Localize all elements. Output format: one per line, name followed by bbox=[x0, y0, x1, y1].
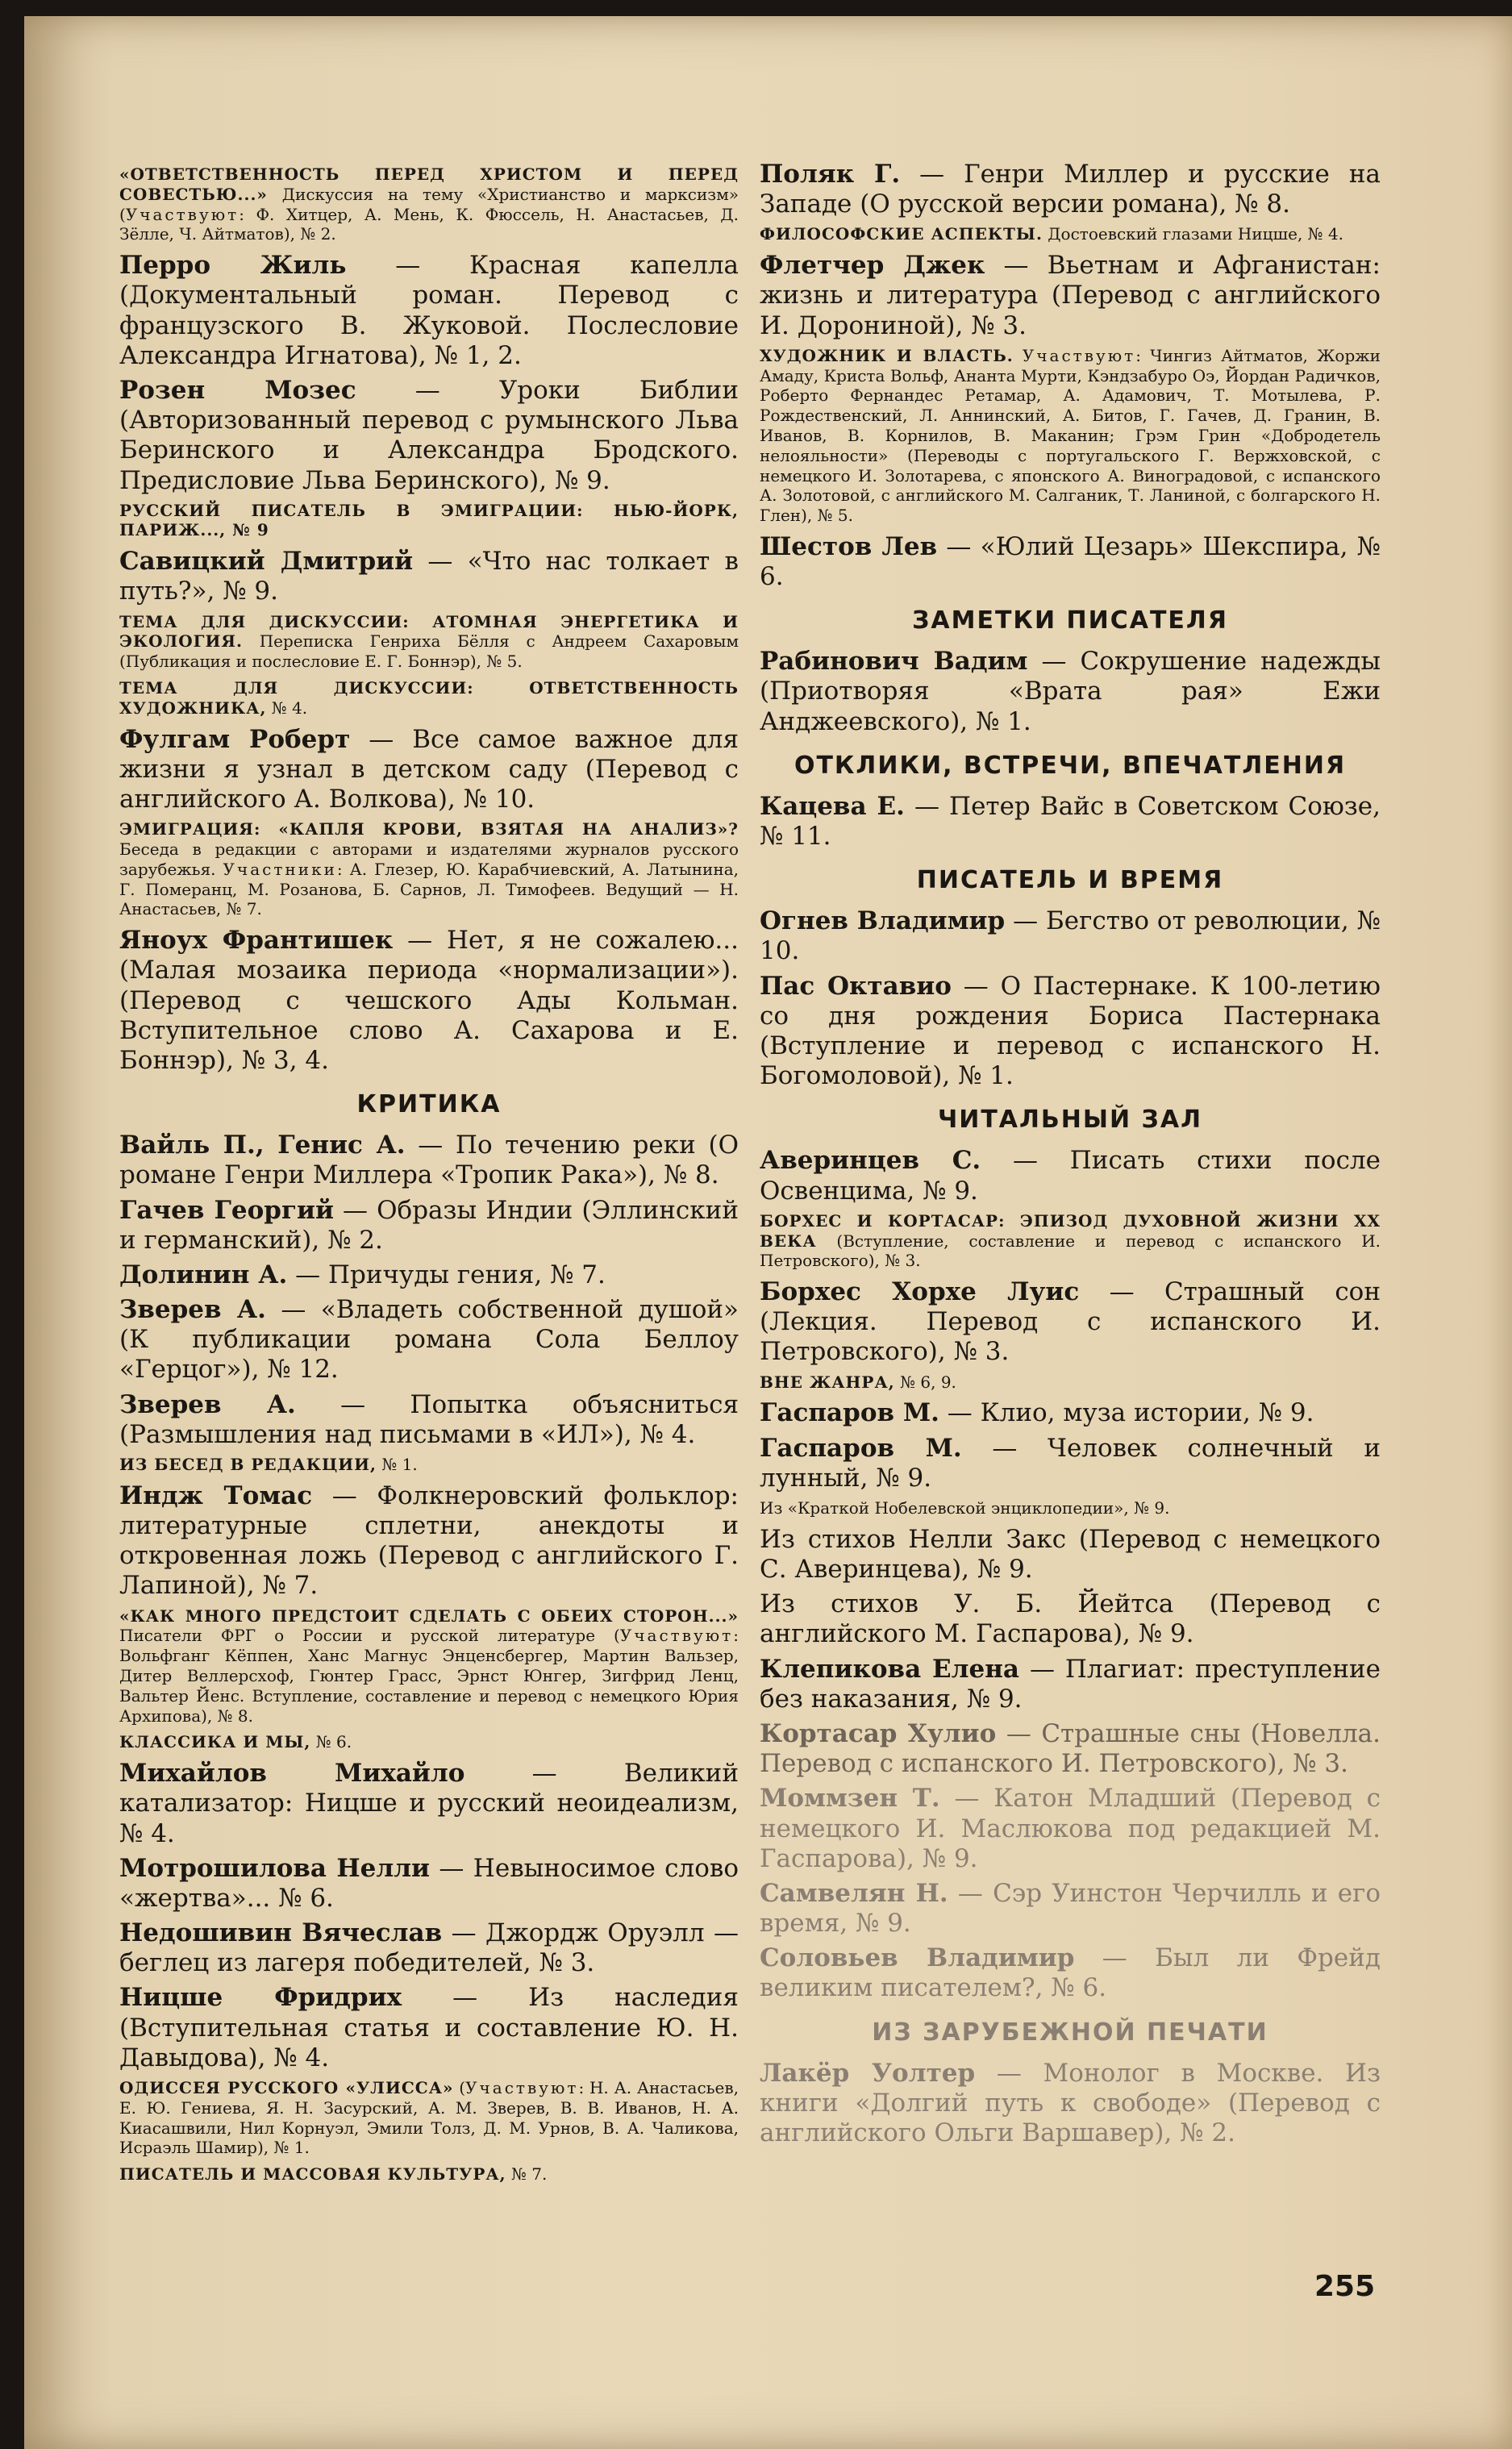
index-entry bbox=[760, 972, 1381, 1092]
entry-author: Гачев Георгий bbox=[119, 1195, 334, 1225]
entry-text: Беседа в редакции с авторами и издателями журналов русского зарубежья. bbox=[119, 839, 739, 879]
entry-text: — Попытка объясниться (Размышления над письмами в «ИЛ»), № 4. bbox=[119, 1389, 739, 1449]
index-entry bbox=[119, 1131, 739, 1190]
entry-text: — Джордж Оруэлл — беглец из лагеря победителей, № 3. bbox=[119, 1918, 739, 1978]
entry-author: Клепикова Елена bbox=[760, 1654, 1020, 1684]
index-entry bbox=[119, 1918, 739, 1978]
index-entry bbox=[119, 1983, 739, 2073]
index-entry bbox=[760, 1498, 1381, 1518]
entry-text: Из стихов Нелли Закс (Перевод с немецкого С. Аверинцева), № 9. bbox=[760, 1524, 1381, 1585]
entry-author: ТЕМА ДЛЯ ДИСКУССИИ: АТОМНАЯ ЭНЕРГЕТИКА И ЭКОЛОГИЯ. bbox=[119, 611, 739, 652]
entry-author: Лакёр Уолтер bbox=[760, 2058, 976, 2088]
entry-author: «КАК МНОГО ПРЕДСТОИТ СДЕЛАТЬ С ОБЕИХ СТОРОН...» bbox=[119, 1606, 739, 1626]
entry-author: Аверинцев С. bbox=[760, 1146, 981, 1176]
left-column bbox=[119, 160, 739, 2191]
entry-author: «ОТВЕТСТВЕННОСТЬ ПЕРЕД ХРИСТОМ И ПЕРЕД СОВЕСТЬЮ...» bbox=[119, 165, 739, 204]
entry-text: № 7. bbox=[506, 2164, 548, 2185]
entry-author: Индж Томас bbox=[119, 1481, 313, 1510]
index-entry bbox=[760, 1589, 1381, 1649]
index-entry bbox=[760, 1434, 1381, 1493]
entry-text: — Генри Миллер и русские на Западе (О русской версии романа), № 8. bbox=[760, 160, 1381, 219]
entry-author: Рабинович Вадим bbox=[760, 647, 1028, 677]
entry-author: Недошивин Вячеслав bbox=[119, 1918, 443, 1948]
entry-text: — Страшные сны (Новелла. Перевод с испанского И. Петровского), № 3. bbox=[760, 1718, 1381, 1779]
index-entry bbox=[119, 1732, 739, 1752]
entry-author: БОРХЕС И КОРТАСАР: ЭПИЗОД ДУХОВНОЙ ЖИЗНИ XX ВЕКА bbox=[760, 1210, 1381, 1251]
index-entry bbox=[760, 1784, 1381, 1874]
index-entry bbox=[760, 906, 1381, 966]
entry-author: Зверев А. bbox=[119, 1389, 296, 1419]
entry-text: — Петер Вайс в Советском Союзе, № 11. bbox=[760, 791, 1381, 852]
entry-text: — Страшный сон (Лекция. Перевод с испанского И. Петровского), № 3. bbox=[760, 1277, 1381, 1367]
entry-participants-label: Участвуют bbox=[125, 204, 240, 224]
index-entry bbox=[760, 346, 1381, 526]
entry-author: Гаспаров М. bbox=[760, 1398, 939, 1428]
entry-text: — Сэр Уинстон Черчилль и его время, № 9. bbox=[760, 1878, 1381, 1939]
entry-text: — Был ли Фрейд великим писателем?, № 6. bbox=[760, 1943, 1381, 2003]
entry-author: ФИЛОСОФСКИЕ АСПЕКТЫ. bbox=[760, 224, 1043, 244]
index-entry bbox=[119, 1455, 739, 1475]
entry-participants-label: Участники bbox=[223, 859, 337, 879]
index-entry bbox=[119, 1390, 739, 1450]
entry-text: — Плагиат: преступление без наказания, № 9. bbox=[760, 1654, 1381, 1714]
entry-text: — Сокрушение надежды (Приотворяя «Врата рая» Ежи Анджеевского), № 1. bbox=[760, 647, 1381, 736]
entry-text: — «Юлий Цезарь» Шекспира, № 6. bbox=[760, 531, 1381, 592]
entry-text-rest: : Вольфганг Кёппен, Ханс Магнус Энценсбергер, Мартин Вальзер, Дитер Веллерсхоф, Гюнтер Грасс, Эрнст Юнгер, Зигфрид Ленц, Вальтер Йенс. Вступление, составление и перевод с немецкого Юрия Архипова), № 8. bbox=[119, 1626, 739, 1726]
index-entry bbox=[760, 1372, 1381, 1393]
entry-text bbox=[1014, 346, 1023, 365]
index-entry bbox=[119, 1759, 739, 1849]
entry-author: ТЕМА ДЛЯ ДИСКУССИИ: ОТВЕТСТВЕННОСТЬ ХУДОЖНИКА, bbox=[119, 678, 739, 718]
index-entry bbox=[760, 224, 1381, 244]
entry-author: Яноух Франтишек bbox=[119, 926, 394, 956]
entry-text: № 6, 9. bbox=[894, 1372, 956, 1392]
entry-text: (Вступление, составление и перевод с испанского И. Петровского), № 3. bbox=[760, 1231, 1381, 1271]
section-heading: КРИТИКА bbox=[356, 1090, 502, 1119]
index-entry bbox=[760, 532, 1381, 592]
index-entry bbox=[119, 1260, 739, 1290]
index-entry bbox=[119, 547, 739, 606]
right-column bbox=[760, 160, 1381, 2153]
entry-author: ИЗ БЕСЕД В РЕДАКЦИИ, bbox=[119, 1455, 377, 1474]
entry-author: Самвелян Н. bbox=[760, 1878, 948, 1908]
entry-text: Писатели ФРГ о России и русской литературе ( bbox=[119, 1626, 620, 1646]
entry-author: Савицкий Дмитрий bbox=[119, 547, 414, 577]
section-heading: ОТКЛИКИ, ВСТРЕЧИ, ВПЕЧАТЛЕНИЯ bbox=[793, 751, 1347, 780]
index-entry bbox=[119, 251, 739, 371]
entry-text: № 6. bbox=[310, 1732, 352, 1752]
index-entry bbox=[760, 1211, 1381, 1271]
index-entry bbox=[760, 1525, 1381, 1585]
index-entry bbox=[119, 376, 739, 496]
entry-author: Перро Жиль bbox=[119, 251, 347, 281]
entry-text: — Из наследия (Вступительная статья и составление Ю. Н. Давыдова), № 4. bbox=[119, 1983, 739, 2072]
index-entry bbox=[760, 1655, 1381, 1714]
entry-author: Борхес Хорхе Луис bbox=[760, 1277, 1080, 1307]
entry-text: — По течению реки (О романе Генри Миллера «Тропик Рака»), № 8. bbox=[119, 1131, 739, 1190]
index-entry bbox=[119, 165, 739, 244]
index-entry bbox=[760, 251, 1381, 341]
section-heading: ИЗ ЗАРУБЕЖНОЙ ПЕЧАТИ bbox=[872, 2018, 1268, 2047]
entry-text-rest: : Чингиз Айтматов, Жоржи Амаду, Криста Вольф, Ананта Мурти, Кэндзабуро Оэ, Йордан Радичков, Роберто Фернандес Ретамар, А. Адамович, Т. Мотылева, Р. Рождественский, Л. Аннинский, А. Битов, Г. Гачев, Д. Гранин, В. Иванов, В. Корнилов, В. Маканин; Грэм Грин «Добродетель нелояльности» (Переводы с португальского Г. Вержховской, с немецкого И. Золотарева, с японского А. Виноградовой, с испанского А. Золотовой, с английского М. Салганик, Т. Ланиной, с болгарского Н. Глен), № 5. bbox=[760, 345, 1381, 526]
entry-author: ВНЕ ЖАНРА, bbox=[760, 1372, 895, 1392]
entry-author: ПИСАТЕЛЬ И МАССОВАЯ КУЛЬТУРА, bbox=[119, 2164, 506, 2185]
entry-author: КЛАССИКА И МЫ, bbox=[119, 1732, 311, 1752]
book-page bbox=[24, 16, 1512, 2449]
entry-text: — Невыносимое слово «жертва»... № 6. bbox=[119, 1853, 739, 1913]
section-heading: ЧИТАЛЬНЫЙ ЗАЛ bbox=[937, 1106, 1202, 1135]
index-entry bbox=[119, 1196, 739, 1256]
entry-text: — Вьетнам и Афганистан: жизнь и литература (Перевод с английского И. Дорониной), № 3. bbox=[760, 251, 1381, 340]
index-entry bbox=[760, 647, 1381, 737]
entry-author: Зверев А. bbox=[119, 1295, 266, 1325]
entry-text: — Монолог в Москве. Из книги «Долгий путь к свободе» (Перевод с английского Ольги Варшавер), № 2. bbox=[760, 2058, 1381, 2148]
entry-text: — Бегство от революции, № 10. bbox=[760, 906, 1381, 966]
entry-author: Кортасар Хулио bbox=[760, 1718, 997, 1748]
entry-author: ЭМИГРАЦИЯ: «КАПЛЯ КРОВИ, ВЗЯТАЯ НА АНАЛИЗ»? bbox=[119, 819, 739, 839]
entry-text: — Клио, муза истории, № 9. bbox=[939, 1398, 1314, 1428]
index-entry bbox=[760, 2059, 1381, 2149]
index-entry bbox=[119, 1854, 739, 1914]
entry-author: Вайль П., Генис А. bbox=[119, 1131, 406, 1160]
entry-author: Михайлов Михайло bbox=[119, 1759, 465, 1789]
index-entry bbox=[119, 725, 739, 815]
entry-text: — «Владеть собственной душой» (К публикации романа Сола Беллоу «Герцог»), № 12. bbox=[119, 1295, 739, 1385]
index-entry bbox=[119, 501, 739, 541]
entry-author: Пас Октавио bbox=[760, 971, 952, 1001]
entry-text: Переписка Генриха Бёлля с Андреем Сахаровым (Публикация и послесловие Е. Г. Боннэр), № 5. bbox=[119, 631, 739, 672]
entry-author: Кацева Е. bbox=[760, 791, 905, 821]
entry-author: РУССКИЙ ПИСАТЕЛЬ В ЭМИГРАЦИИ: НЬЮ-ЙОРК, ПАРИЖ..., № 9 bbox=[119, 500, 739, 540]
entry-text-rest: : А. Глезер, Ю. Карабчиевский, А. Латынина, Г. Померанц, М. Розанова, Б. Сарнов, Л. Тимофеев. Ведущий — Н. Анастасьев, № 7. bbox=[119, 859, 739, 919]
entry-text: — Нет, я не сожалею... (Малая мозаика периода «нормализации»). (Перевод с чешского Ады Кольман. Вступительное слово А. Сахарова и Е. Боннэр), № 3, 4. bbox=[119, 926, 739, 1075]
index-entry bbox=[760, 1277, 1381, 1368]
index-entry bbox=[119, 2078, 739, 2158]
entry-participants-label: Участвуют bbox=[1022, 345, 1136, 365]
entry-text: — Образы Индии (Эллинский и германский), № 2. bbox=[119, 1195, 739, 1255]
entry-author: Огнев Владимир bbox=[760, 906, 1006, 936]
entry-text: — Фолкнеровский фольклор: литературные сплетни, анекдоты и откровенная ложь (Перевод с английского Г. Лапиной), № 7. bbox=[119, 1481, 739, 1601]
index-entry bbox=[119, 926, 739, 1076]
section-heading: ПИСАТЕЛЬ И ВРЕМЯ bbox=[916, 866, 1224, 895]
index-entry bbox=[119, 1295, 739, 1385]
entry-text: — О Пастернаке. К 100-летию со дня рождения Бориса Пастернака (Вступление и перевод с испанского Н. Богомоловой), № 1. bbox=[760, 971, 1381, 1091]
entry-author: Моммзен Т. bbox=[760, 1784, 940, 1814]
entry-text: Дискуссия на тему «Христианство и марксизм» ( bbox=[119, 184, 739, 224]
entry-text: — Великий катализатор: Ницше и русский неоидеализм, № 4. bbox=[119, 1759, 739, 1848]
entry-text: Из стихов У. Б. Йейтса (Перевод с английского М. Гаспарова), № 9. bbox=[760, 1589, 1381, 1649]
index-entry bbox=[119, 612, 739, 672]
entry-text: — Катон Младший (Перевод с немецкого И. Маслюкова под редакцией М. Гаспарова), № 9. bbox=[760, 1784, 1381, 1873]
entry-text: Из «Краткой Нобелевской энциклопедии», № 9. bbox=[760, 1498, 1170, 1518]
index-entry bbox=[119, 2164, 739, 2185]
index-entry bbox=[760, 1943, 1381, 2003]
entry-text: — Писать стихи после Освенцима, № 9. bbox=[760, 1146, 1381, 1206]
index-entry bbox=[760, 792, 1381, 852]
entry-author: ХУДОЖНИК И ВЛАСТЬ. bbox=[760, 345, 1014, 365]
entry-author: Гаспаров М. bbox=[760, 1433, 962, 1463]
section-heading: ЗАМЕТКИ ПИСАТЕЛЯ bbox=[912, 606, 1228, 635]
entry-author: Флетчер Джек bbox=[760, 251, 985, 281]
entry-text: — Причуды гения, № 7. bbox=[287, 1260, 606, 1289]
entry-text: — Все самое важное для жизни я узнал в детском саду (Перевод с английского А. Волкова), № 10. bbox=[119, 724, 739, 814]
entry-text: ( bbox=[453, 2078, 466, 2097]
entry-author: Соловьев Владимир bbox=[760, 1943, 1075, 1973]
entry-author: Ницше Фридрих bbox=[119, 1983, 402, 2013]
entry-text: — Красная капелла (Документальный роман. Перевод с французского В. Жуковой. Послесловие Александра Игнатова), № 1, 2. bbox=[119, 251, 739, 370]
index-entry bbox=[760, 160, 1381, 219]
page-number: 255 bbox=[1314, 2270, 1376, 2303]
entry-text-rest: : Н. А. Анастасьев, Е. Ю. Гениева, Я. Н. Засурский, А. М. Зверев, В. В. Иванов, Н. А. Киасашвили, Нил Корнуэл, Эмили Толз, Д. М. Урнов, В. А. Чаликова, Исраэль Шамир), № 1. bbox=[119, 2078, 739, 2158]
entry-author: Фулгам Роберт bbox=[119, 724, 351, 754]
entry-text: — «Что нас толкает в путь?», № 9. bbox=[119, 547, 739, 606]
index-entry bbox=[760, 1146, 1381, 1206]
entry-text: № 1. bbox=[377, 1455, 418, 1474]
index-entry bbox=[119, 1606, 739, 1726]
entry-author: Долинин А. bbox=[119, 1260, 288, 1289]
index-entry bbox=[119, 1481, 739, 1601]
entry-author: Шестов Лев bbox=[760, 531, 938, 561]
entry-text: — Уроки Библии (Авторизованный перевод с румынского Льва Беринского и Александра Бродского. Предисловие Льва Беринского), № 9. bbox=[119, 375, 739, 495]
index-entry bbox=[760, 1398, 1381, 1428]
index-entry bbox=[760, 1719, 1381, 1779]
index-entry bbox=[119, 678, 739, 718]
index-entry bbox=[119, 819, 739, 919]
entry-text-rest: : Ф. Хитцер, А. Мень, К. Фюссель, Н. Анастасьев, Д. Зёлле, Ч. Айтматов), № 2. bbox=[119, 204, 739, 244]
entry-participants-label: Участвуют bbox=[619, 1626, 734, 1646]
index-entry bbox=[760, 1879, 1381, 1939]
entry-author: ОДИССЕЯ РУССКОГО «УЛИССА» bbox=[119, 2078, 454, 2097]
entry-text: — Человек солнечный и лунный, № 9. bbox=[760, 1433, 1381, 1493]
entry-text: № 4. bbox=[266, 698, 308, 718]
entry-text: Достоевский глазами Ницше, № 4. bbox=[1042, 224, 1344, 244]
entry-author: Мотрошилова Нелли bbox=[119, 1853, 431, 1883]
entry-author: Розен Мозес bbox=[119, 375, 356, 405]
entry-author: Поляк Г. bbox=[760, 160, 901, 189]
entry-participants-label: Участвуют bbox=[465, 2078, 579, 2097]
